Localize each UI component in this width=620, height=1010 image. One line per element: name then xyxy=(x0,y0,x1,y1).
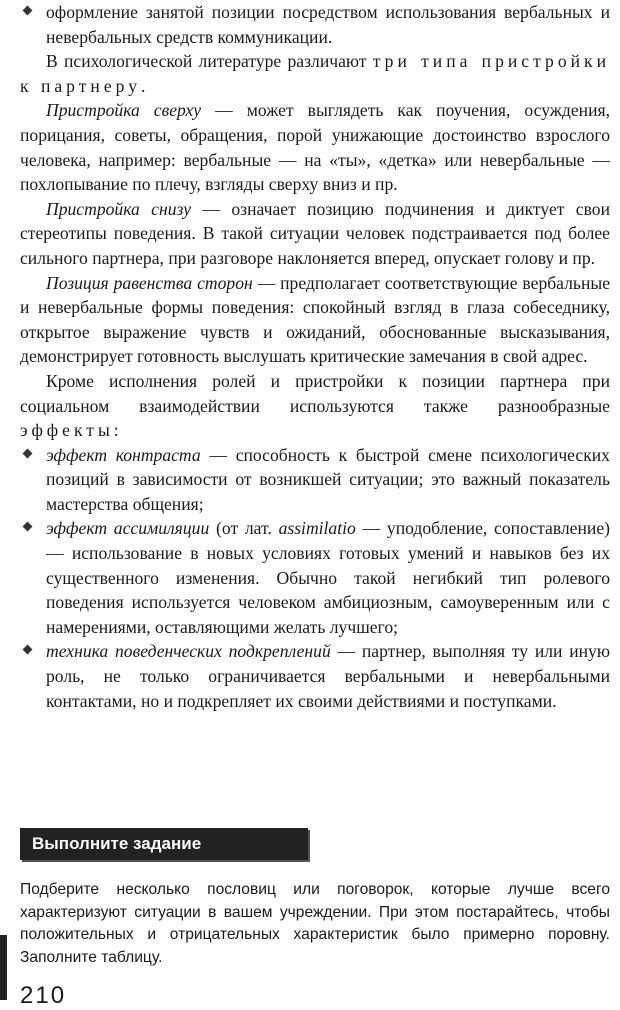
task-text: Подберите несколько пословиц или поговорок, которые лучше всего характеризуют ситуации в вашем учреждении. При этом постарайтесь, чтобы положительных и отрицательных характеристик было примерно поровну. Заполните таблицу. xyxy=(20,881,610,966)
paragraph-bottom xyxy=(20,197,610,271)
types-text-before: В психологической литературе различают xyxy=(46,51,373,72)
list-item-contrast xyxy=(20,443,610,517)
assimilation-mid: (от лат. xyxy=(209,518,279,539)
bullet-icon xyxy=(23,645,33,655)
paragraph-top xyxy=(20,98,610,196)
assimilation-text: — уподобление, сопоставление) — использование в новых условиях готовых умений и навыков без их существенного изменения. Обычно такой негибкий тип ролевого поведения используется человеком амбициозным, самоуверенным или с намерениями, оставляющими желать лучшего; xyxy=(46,518,610,637)
reinforcement-text: — партнер, выполняя ту или иную роль, не только ограничивается вербальными и невербальными контактами, но и подкрепляет их своими действиями и поступками. xyxy=(46,641,610,711)
latin-word: assimilatio xyxy=(278,518,356,539)
page-edge-marker xyxy=(0,935,7,1000)
term-assimilation: эффект ассимиляции xyxy=(46,518,210,539)
list-item-assimilation xyxy=(20,516,610,639)
paragraph-effects xyxy=(20,369,610,443)
types-text-after: . xyxy=(141,75,146,96)
main-text xyxy=(20,0,610,713)
bullet-icon xyxy=(23,522,33,532)
task-heading: Выполните задание xyxy=(20,828,308,860)
list-item-intro xyxy=(20,0,610,49)
intro-bullet-text: оформление занятой позиции посредством использования вербальных и невербальных средств коммуникации. xyxy=(46,2,610,47)
equal-text: — предполагает соответствующие вербальные и невербальные формы поведения: спокойный взгляд в глаза собеседнику, открытое выражение чувств и ожиданий, обоснованные высказывания, демонстрирует готовность выслушать критические замечания в свой адрес. xyxy=(20,272,610,367)
effects-text-spaced: эффекты xyxy=(20,420,114,441)
bottom-text: — означает позицию подчинения и диктует свои стереотипы поведения. В такой ситуации человек подстраивается под более сильного партнера, при разговоре наклоняется вперед, опускает голову и пр. xyxy=(20,198,611,268)
term-contrast: эффект контраста xyxy=(46,444,201,465)
term-reinforcement: техника поведенческих подкреплений xyxy=(46,641,331,662)
paragraph-equal xyxy=(20,271,610,369)
term-top: Пристройка сверху xyxy=(46,100,202,121)
page-number: 210 xyxy=(20,982,67,1009)
contrast-text: — способность к быстрой смене психологических позиций в зависимости от возникшей ситуации; это важный показатель мастерства общения; xyxy=(46,444,610,514)
paragraph-types xyxy=(20,49,610,98)
bullet-icon xyxy=(23,6,33,16)
bullet-icon xyxy=(23,448,33,458)
types-text-spaced: три типа пристройки к партнеру xyxy=(20,51,610,96)
term-equal: Позиция равенства сторон xyxy=(46,272,253,293)
effects-text-after: : xyxy=(113,420,119,441)
list-item-reinforcement xyxy=(20,639,610,713)
term-bottom: Пристройка снизу xyxy=(46,198,192,219)
top-text: — может выглядеть как поучения, осуждения, порицания, советы, обращения, порой унижающие достоинство взрослого человека, например: вербальные — на «ты», «детка» или невербальные — похлопывание по плечу, взгляды сверху вниз и пр. xyxy=(20,100,611,195)
effects-text-before: Кроме исполнения ролей и пристройки к позиции партнера при социальном взаимодействии используются также разнообразные xyxy=(20,370,610,416)
